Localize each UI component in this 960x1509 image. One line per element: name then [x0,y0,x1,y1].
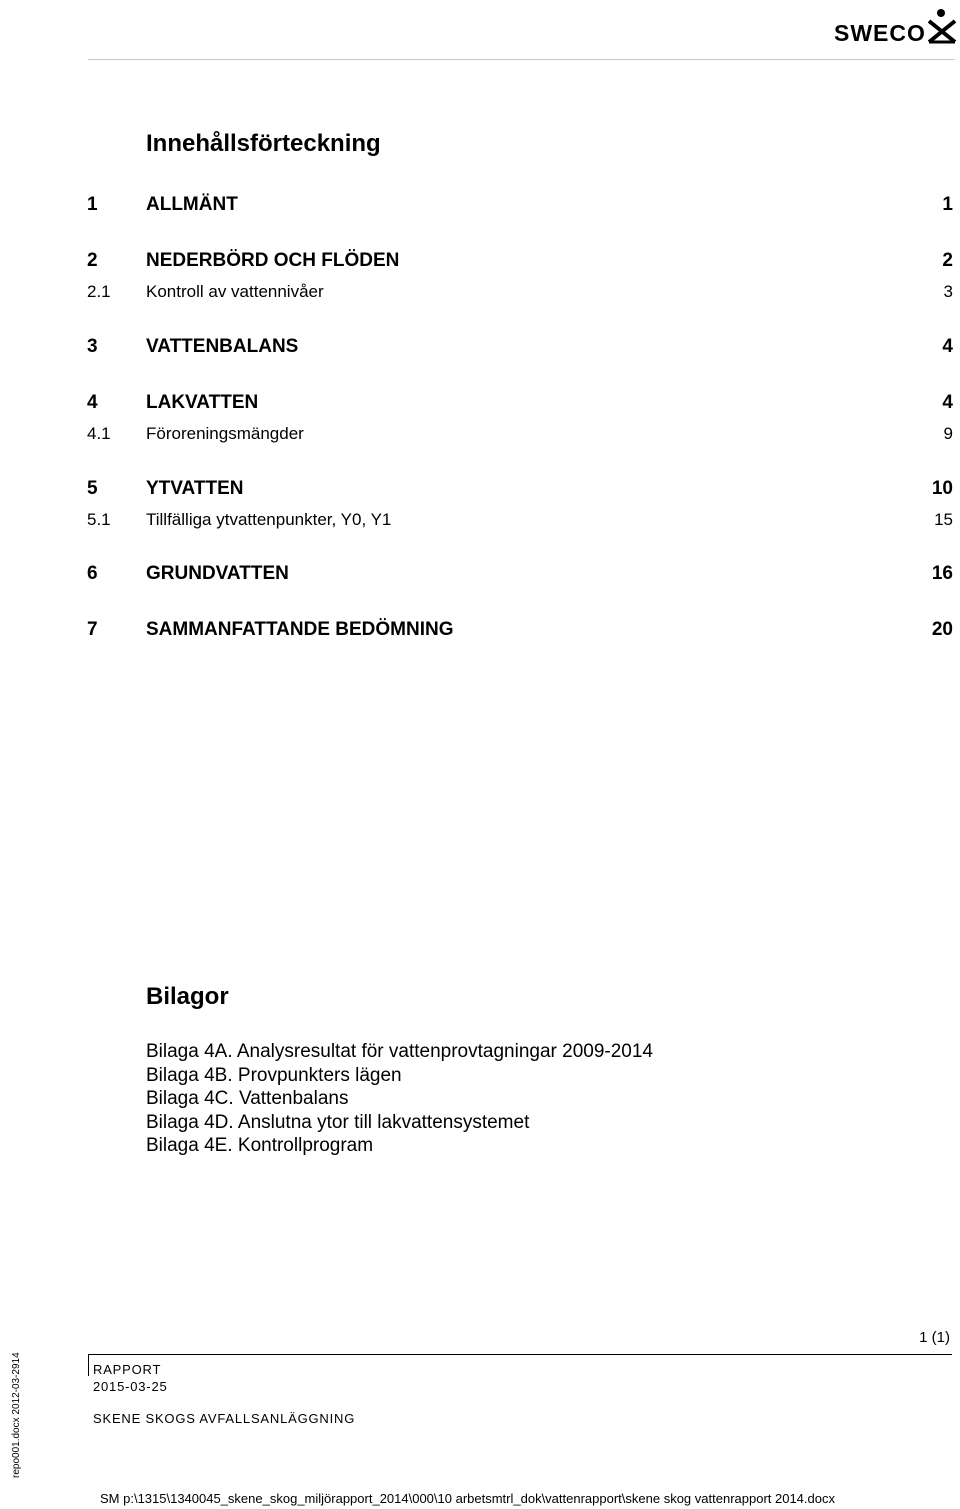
toc-entry-page: 1 [942,194,953,215]
toc-entry-7[interactable] [0,619,960,645]
toc-entry-page: 2 [942,250,953,271]
toc-entry-2-1[interactable] [0,282,960,308]
toc-entry-4-1[interactable] [0,424,960,450]
toc-entry-title: SAMMANFATTANDE BEDÖMNING [146,619,454,640]
toc-entry-title: GRUNDVATTEN [146,563,289,584]
toc-entry-title: LAKVATTEN [146,392,259,413]
toc-entry-title: YTVATTEN [146,478,244,499]
toc-entry-page: 4 [942,392,953,413]
toc-title: Innehållsförteckning [146,130,381,157]
toc-entry-number: 3 [87,336,98,357]
toc-entry-5-1[interactable] [0,510,960,536]
file-path: SM p:\1315\1340045_skene_skog_miljörapport_2014\000\10 arbetsmtrl_dok\vattenrapport\skene skog vattenrapport 2014.docx [100,1491,835,1506]
toc-entry-number: 7 [87,619,98,640]
toc-entry-title: Föroreningsmängder [146,424,304,443]
toc-entry-title: Tillfälliga ytvattenpunkter, Y0, Y1 [146,510,392,529]
toc-entry-title: VATTENBALANS [146,336,299,357]
appendix-title: Bilagor [146,983,229,1010]
toc-entry-page: 15 [934,510,953,529]
toc-entry-1[interactable] [0,194,960,220]
toc-entry-2[interactable] [0,250,960,276]
toc-entry-number: 4.1 [87,424,111,443]
toc-entry-title: Kontroll av vattennivåer [146,282,324,301]
toc-entry-page: 10 [931,478,953,499]
doc-date: 2015-03-25 [93,1379,168,1394]
appendix-item: Bilaga 4E. Kontrollprogram [146,1135,374,1156]
toc-entry-page: 9 [943,424,953,443]
toc-entry-title: NEDERBÖRD OCH FLÖDEN [146,250,400,271]
toc-entry-page: 4 [942,336,953,357]
toc-entry-number: 2 [87,250,98,271]
footer-divider [88,1354,952,1355]
toc-entry-number: 4 [87,392,98,413]
template-reference: repo001.docx 2012-03-2914 [11,1352,22,1478]
appendix-item: Bilaga 4B. Provpunkters lägen [146,1064,402,1086]
appendix-item: Bilaga 4A. Analysresultat för vattenprovtagningar 2009-2014 [146,1041,653,1062]
page-number: 1 (1) [919,1329,950,1346]
toc-entry-number: 2.1 [87,282,111,301]
toc-entry-number: 5 [87,478,98,499]
appendix-list [146,1040,653,1158]
appendix-item: Bilaga 4D. Anslutna ytor till lakvattensystemet [146,1111,530,1133]
appendix-item: Bilaga 4C. Vattenbalans [146,1088,349,1109]
toc-entry-page: 16 [931,563,953,584]
toc-entry-5[interactable] [0,478,960,504]
toc-entry-3[interactable] [0,336,960,362]
toc-entry-6[interactable] [0,563,960,589]
header-divider [88,59,955,60]
project-name: SKENE SKOGS AVFALLSANLÄGGNING [93,1411,356,1426]
toc-entry-4[interactable] [0,392,960,418]
logo-text: SWECO [834,20,926,46]
toc-entry-number: 1 [87,194,98,215]
footer-divider-tick [88,1354,89,1376]
toc-entry-title: ALLMÄNT [146,194,238,215]
toc-entry-number: 5.1 [87,510,111,529]
doc-type-label: RAPPORT [93,1362,162,1377]
sweco-logo [834,8,958,44]
sweco-mark-icon [926,8,958,44]
toc-entry-page: 20 [931,619,953,640]
toc-entry-number: 6 [87,563,98,584]
toc-entry-page: 3 [943,282,953,301]
